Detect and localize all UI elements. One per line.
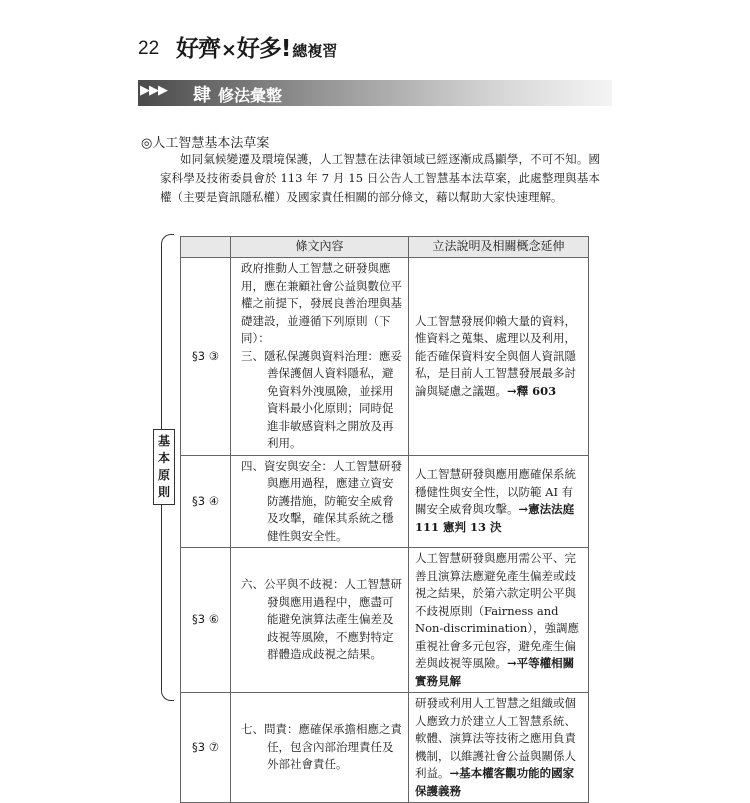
article-item: 六、公平與不歧視：人工智慧研發與應用過程中，應盡可能避免演算法產生偏差及歧視等風險，不應對特定群體造成歧視之結果。: [241, 577, 402, 662]
section-cell: §3 ④: [181, 455, 231, 548]
side-label-char: 則: [157, 485, 170, 499]
side-label-basic-principles: [153, 429, 175, 505]
header-article: 條文內容: [231, 237, 409, 258]
side-label-char: 基: [157, 434, 170, 448]
table-header-row: [181, 237, 589, 258]
law-table: [180, 236, 589, 803]
book-brand-logo: [176, 30, 337, 63]
side-label-char: 本: [157, 451, 170, 465]
explanation-text: 人工智慧研發與應用應確保系統穩健性與安全性，以防範 AI 有關安全威脅與攻擊。: [415, 467, 576, 517]
table-row: [181, 455, 589, 548]
section-banner: [138, 80, 612, 106]
explanation-text: 人工智慧發展仰賴大量的資料，惟資料之蒐集、處理以及利用，能否確保資料安全與個人資訊隱私，是目前人工智慧發展最多討論與疑慮之議題。: [415, 313, 576, 398]
article-cell: [231, 693, 409, 803]
explanation-text: 研發或利用人工智慧之組織或個人應致力於建立人工智慧系統、軟體、演算法等技術之應用負責機制，以維護社會公益與關係人利益。: [415, 696, 576, 780]
explanation-cell: [409, 258, 589, 456]
brand-part-a: 好齊: [176, 36, 220, 62]
reference-link-text: →釋 603: [507, 383, 557, 398]
page-number: 22: [138, 38, 160, 59]
intro-paragraph: [160, 150, 600, 207]
intro-text: 如同氣候變遷及環境保護，人工智慧在法律領域已經逐漸成爲顯學，不可不知。國家科學及技術委員會於 113 年 7 月 15 日公告人工智慧基本法草案，此處整理與基本權（主要是資訊隱私權）及國家責任相關的部分條文，藉以幫助大家快速理解。: [160, 152, 600, 204]
reference-link-text: →憲法法庭 111 憲判 13 決: [415, 502, 575, 534]
section-cell: §3 ⑥: [181, 548, 231, 693]
explanation-cell: [409, 548, 589, 693]
explanation-cell: [409, 693, 589, 803]
table-row: [181, 693, 589, 803]
explanation-cell: [409, 455, 589, 548]
brand-subtitle: 總複習: [292, 42, 338, 60]
article-item: 七、問責：應確保承擔相應之責任，包含內部治理責任及外部社會責任。: [241, 722, 402, 772]
section-title: 修法彙整: [218, 86, 283, 105]
brand-cross: ×: [221, 39, 236, 61]
section-cell: §3 ③: [181, 258, 231, 456]
section-number: 肆: [193, 85, 211, 106]
brand-part-b: 好多!: [236, 36, 291, 62]
article-cell: [231, 548, 409, 693]
article-cell: [231, 258, 409, 456]
subheading: ◎人工智慧基本法草案: [141, 136, 270, 151]
explanation-text: 人工智慧研發與應用需公平、完善且演算法應避免產生偏差或歧視之結果，於第六款定明公平與不歧視原則（Fairness and Non-discrimination），強調應重視社會多元包容，避免產生偏差與歧視等風險。: [415, 551, 580, 670]
reference-link-text: →基本權客觀功能的國家保護義務: [415, 766, 575, 798]
side-label-char: 原: [157, 468, 170, 482]
article-item: 四、資安與安全：人工智慧研發與應用過程，應建立資安防護措施，防範安全威脅及攻擊，確保其系統之穩健性與安全性。: [241, 458, 402, 543]
header-explanation: 立法說明及相關概念延伸: [409, 237, 589, 258]
table-row: [181, 548, 589, 693]
header-blank: [181, 237, 231, 258]
triple-arrow-icon: ▶▶▶: [140, 83, 167, 98]
article-cell: [231, 455, 409, 548]
article-item: 三、隱私保護與資料治理：應妥善保護個人資料隱私，避免資料外洩風險，並採用資料最小化原則；同時促進非敏感資料之開放及再利用。: [241, 348, 402, 450]
section-cell: §3 ⑦: [181, 693, 231, 803]
reference-link-text: →平等權相關實務見解: [415, 656, 575, 688]
article-intro: 政府推動人工智慧之研發與應用，應在兼顧社會公益與數位平權之前提下，發展良善治理與基礎建設，並遵循下列原則（下同）：: [241, 261, 402, 345]
table-row: [181, 258, 589, 456]
